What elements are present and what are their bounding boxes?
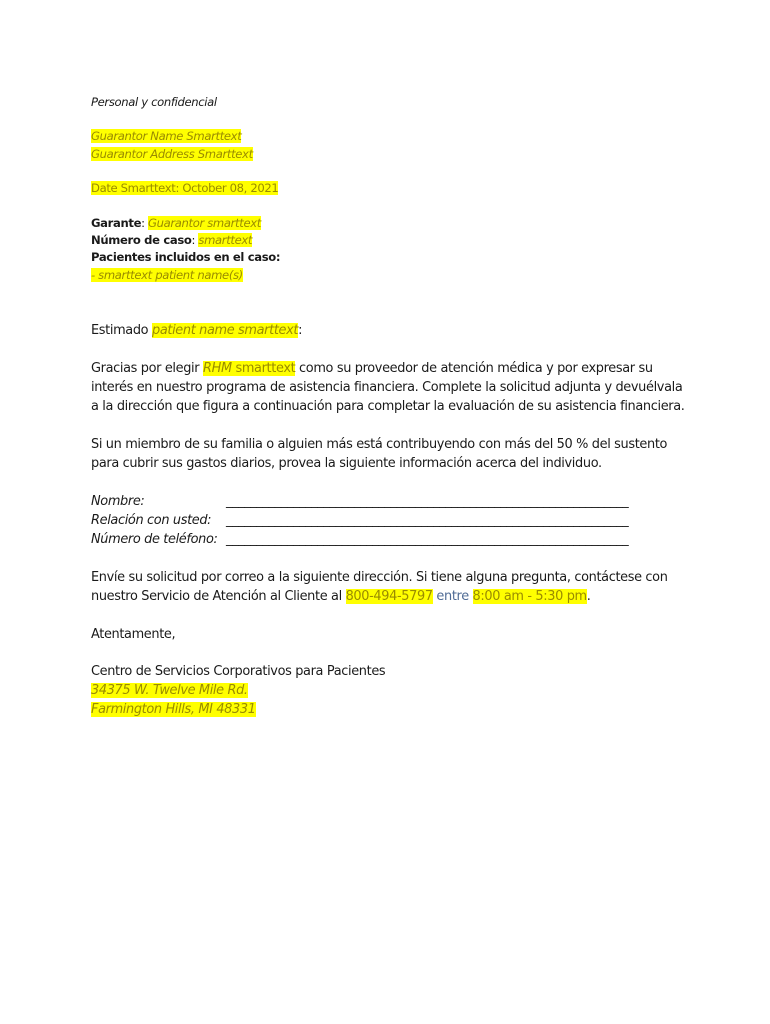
garante-line: Garante: Guarantor smarttext [91, 216, 261, 230]
para3-line2 [91, 587, 590, 607]
greeting-prefix: Estimado [91, 323, 152, 338]
para3-prefix: nuestro Servicio de Atención al Cliente al [91, 589, 346, 604]
para3-line1: Envíe su solicitud por correo a la siguiente dirección. Si tiene alguna pregunta, contáctese con [91, 570, 668, 585]
field-relacion [91, 511, 629, 531]
case-number-label: Número de caso [91, 233, 192, 247]
para1-prefix: Gracias por elegir [91, 361, 203, 376]
para2-line1: Si un miembro de su familia o alguien más está contribuyendo con más del 50 % del sustento [91, 437, 668, 452]
patients-label: Pacientes incluidos en el caso: [91, 250, 281, 264]
guarantor-address-value: Guarantor Address Smarttext [91, 147, 253, 161]
field-nombre [91, 492, 629, 512]
date-value: Date Smarttext: October 08, 2021 [91, 181, 279, 195]
guarantor-name-value: Guarantor Name Smarttext [91, 129, 242, 143]
field-nombre-label: Nombre: [91, 494, 145, 509]
sender-street-value: 34375 W. Twelve Mile Rd. [91, 683, 248, 698]
confidential-note: Personal y confidencial [91, 95, 217, 109]
field-nombre-line[interactable]: __________________________________________________________________ [226, 494, 629, 509]
closing: Atentamente, [91, 627, 176, 642]
para3-end: . [586, 589, 591, 604]
sender-street [91, 681, 248, 701]
date-line [91, 180, 278, 198]
field-telefono [91, 530, 629, 550]
case-number-value: smarttext [198, 233, 253, 247]
garante-label: Garante [91, 216, 142, 230]
para2-line2: para cubrir sus gastos diarios, provea la siguiente información acerca del individuo. [91, 456, 602, 471]
para1-line3: a la dirección que figura a continuación para completar la evaluación de su asistencia financiera. [91, 399, 685, 414]
phone-number: 800-494-5797 [345, 589, 433, 604]
sender-city [91, 700, 256, 720]
para1-line2: interés en nuestro programa de asistencia financiera. Complete la solicitud adjunta y devuélvala [91, 380, 683, 395]
case-number-line: Número de caso: smarttext [91, 233, 253, 247]
guarantor-name [91, 128, 241, 146]
field-relacion-line[interactable]: __________________________________________________________________ [226, 513, 629, 528]
field-telefono-line[interactable]: __________________________________________________________________ [226, 532, 629, 547]
rhm-smarttext [203, 361, 295, 376]
sender-org: Centro de Servicios Corporativos para Pacientes [91, 664, 386, 679]
smarttext-text: smarttext [231, 361, 296, 376]
para1-line1 [91, 359, 653, 379]
office-hours: 8:00 am - 5:30 pm [472, 589, 587, 604]
rhm-text: RHM [203, 361, 232, 376]
garante-value: Guarantor smarttext [148, 216, 261, 230]
greeting-name: patient name smarttext [151, 323, 299, 338]
guarantor-address [91, 146, 253, 164]
greeting-suffix: : [298, 323, 303, 338]
field-relacion-label: Relación con usted: [91, 513, 212, 528]
greeting [91, 321, 302, 341]
field-telefono-label: Número de teléfono: [91, 532, 218, 547]
entre-text: entre [432, 589, 473, 604]
patients-value: - smarttext patient name(s) [91, 268, 243, 282]
patients-line [91, 267, 243, 285]
sender-city-value: Farmington Hills, MI 48331 [91, 702, 256, 717]
para1-rest: como su proveedor de atención médica y por expresar su [295, 361, 653, 376]
